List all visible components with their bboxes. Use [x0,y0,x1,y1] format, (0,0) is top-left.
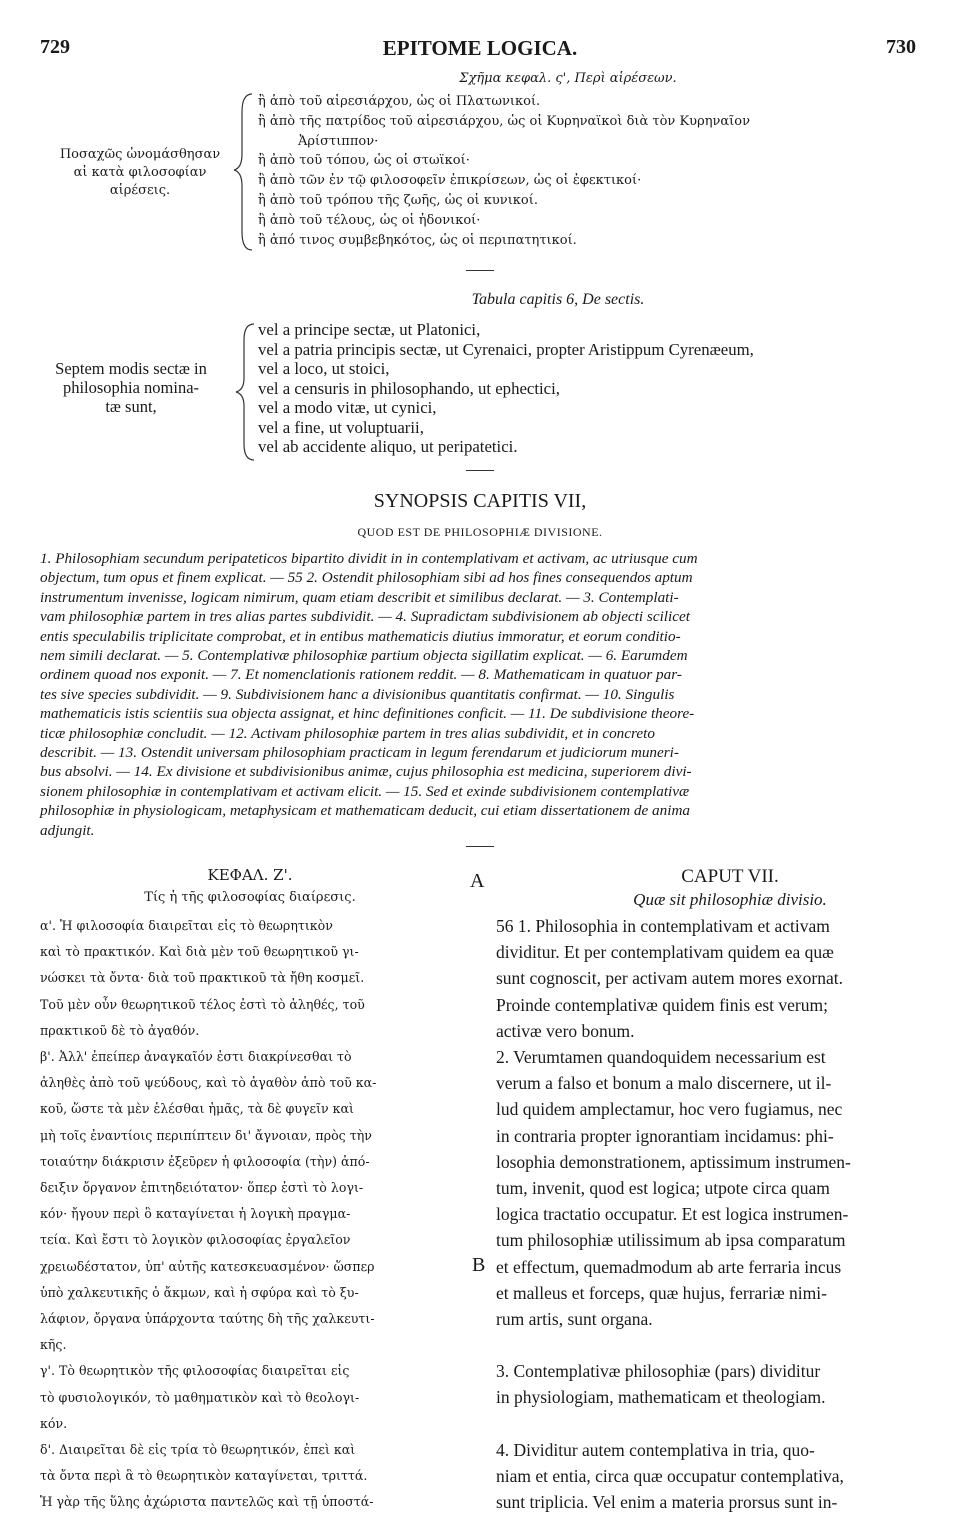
latin-chapter-subheading: Quæ sit philosophiæ divisio. [633,890,827,909]
greek-line: τὰ ὄντα περὶ ἃ τὸ θεωρητικὸν καταγίνεται, τριττά. [40,1468,368,1484]
latin-line: tum, invenit, quod est logica; utpote circa quam [496,1178,830,1199]
greek-line: κόν· ἤγουν περὶ ὃ καταγίνεται ἡ λογικὴ πραγμα- [40,1206,351,1222]
synopsis-line: philosophiæ in physiologicam, metaphysicam et mathematicam deducit, cui etiam dissertationem de anima [40,802,691,820]
latin-line: sunt cognoscit, per activam autem mores exornat. [496,968,843,989]
latin-line: et effectum, quemadmodum ab arte ferraria incus [496,1256,842,1277]
latin-item: vel ab accidente aliquo, ut peripatetici. [258,437,518,456]
greek-line: ὑπὸ χαλκευτικῆς ὁ ἄκμων, καὶ ἡ σφύρα καὶ τὸ ξυ- [40,1284,359,1300]
margin-marker-b: B [472,1254,486,1276]
greek-line: ἀληθὲς ἀπὸ τοῦ ψεύδους, καὶ τὸ ἀγαθὸν ἀπὸ τοῦ κα- [40,1075,377,1091]
greek-line: χρειωδέστατον, ὑπ' αὐτῆς κατεσκευασμένον· ὥσπερ [40,1258,375,1274]
synopsis-line: ordinem quoad nos exponit. — 7. Et nomenclationis rationem reddit. — 8. Mathematicam in quatuor par- [40,666,682,684]
greek-side-line: αἱρέσεις. [109,183,171,198]
greek-table-side-label [40,146,240,200]
latin-line: sunt triplicia. Vel enim a materia prorsus sunt in- [496,1492,838,1513]
latin-table-caption: Tabula capitis 6, De sectis. [471,291,645,308]
greek-line: κῆς. [40,1337,67,1353]
greek-line: νώσκει τὰ ὄντα· διὰ τοῦ πρακτικοῦ τὰ ἤθη κοσμεῖ. [40,970,365,986]
latin-line [496,1332,920,1358]
page-number-right: 730 [886,36,916,58]
synopsis-line: vam philosophiæ partem in tres alias partes subdividit. — 4. Supradictam subdivisionem ab objecti scilicet [40,608,690,626]
greek-line: τεία. Καὶ ἔστι τὸ λογικὸν φιλοσοφίας ἐργαλεῖον [40,1232,351,1248]
synopsis-line: nem simili declarat. — 5. Contemplativæ philosophiæ partium objecta sigillatim explicat. — 6. Earumdem [40,647,688,665]
greek-item: Ἀρίστιππον· [298,133,379,149]
greek-item: ἢ ἀπὸ τῆς πατρίδος τοῦ αἱρεσιάρχου, ὡς οἱ Κυρηναϊκοὶ διὰ τὸν Κυρηναῖον [258,113,751,129]
latin-line: et malleus et forceps, quæ hujus, ferrariæ nimi- [496,1282,827,1303]
synopsis-line: ticæ philosophiæ concludit. — 12. Activam philosophiæ partem in tres alias subdividit, et in concreto [40,724,655,742]
latin-column-body [496,913,920,1515]
latin-chapter-heading: CAPUT VII. [681,866,779,887]
greek-line: λάφιον, ὄργανα ὑπάρχοντα ταύτης δὴ τῆς χαλκευτι- [40,1311,375,1327]
greek-line: πρακτικοῦ δὲ τὸ ἀγαθόν. [40,1022,200,1038]
latin-item: vel a fine, ut voluptuarii, [258,417,424,437]
synopsis-line: tes sive species subdividit. — 9. Subdivisionem hanc a divisionibus quantitatis confirmat. — 10. Singulis [40,685,675,703]
greek-line: τοιαύτην διάκρισιν ἐξεῦρεν ἡ φιλοσοφία (τὴν) ἀπό- [40,1153,370,1169]
greek-line: γ'. Τὸ θεωρητικὸν τῆς φιλοσοφίας διαιρεῖται εἰς [40,1363,350,1379]
greek-item: ἢ ἀπὸ τοῦ αἱρεσιάρχου, ὡς οἱ Πλατωνικοί. [258,94,541,109]
greek-chapter-subheading: Τίς ἡ τῆς φιλοσοφίας διαίρεσις. [144,890,356,905]
greek-line: καὶ τὸ πρακτικόν. Καὶ διὰ μὲν τοῦ θεωρητικοῦ γι- [40,944,359,960]
latin-table-side-label [24,359,238,416]
latin-table-items [258,320,938,457]
latin-line: losophia demonstrationem, aptissimum instrumen- [496,1151,851,1172]
greek-side-line: Ποσαχῶς ὠνομάσθησαν [59,147,221,162]
greek-line: δ'. Διαιρεῖται δὲ εἰς τρία τὸ θεωρητικόν, ἐπεὶ καὶ [40,1442,356,1458]
latin-line: lud quidem amplectamur, hoc vero fugiamus, nec [496,1099,843,1120]
latin-line: 4. Dividitur autem contemplativa in tria, quo- [496,1439,815,1460]
synopsis-line: bus absolvi. — 14. Ex divisione et subdivisionibus animæ, cujus philosophia est medicina, superiorem divi- [40,763,692,781]
latin-line: logica tractatio occupatur. Et est logica instrumen- [496,1204,849,1225]
latin-line: rum artis, sunt organa. [496,1309,653,1330]
synopsis-line: mathematicis istis scientiis sua objecta assignat, et hinc definitiones conficit. — 11. De subdivisione theore- [40,705,695,723]
synopsis-line: objectum, tum opus et finem explicat. — 55 2. Ostendit philosophiam sibi ad hos fines consequendos aptum [40,569,693,587]
latin-line: verum a falso et bonum a malo discernere, ut il- [496,1073,832,1094]
latin-item: vel a modo vitæ, ut cynici, [258,398,437,417]
latin-item: vel a principe sectæ, ut Platonici, [258,320,481,339]
divider [466,470,494,471]
greek-line: μὴ τοῖς ἐναντίοις περιπίπτειν δι' ἄγνοιαν, πρὸς τὴν [40,1127,372,1143]
latin-line: 56 1. Philosophia in contemplativam et activam [496,916,830,936]
greek-line: β'. Ἀλλ' ἐπείπερ ἀναγκαῖόν ἐστι διακρίνεσθαι τὸ [40,1049,352,1065]
greek-line: κοῦ, ὥστε τὰ μὲν ἑλέσθαι ἡμᾶς, τὰ δὲ φυγεῖν καὶ [40,1101,354,1117]
margin-marker-a: A [470,870,485,892]
latin-line: 3. Contemplativæ philosophiæ (pars) dividitur [496,1361,821,1382]
synopsis-body [40,549,920,840]
greek-item: ἢ ἀπὸ τοῦ τρόπου τῆς ζωῆς, ὡς οἱ κυνικοί. [258,192,538,208]
latin-line: tum philosophiæ utilissimum ab ipsa comparatum [496,1230,846,1251]
latin-line: Proinde contemplativæ quidem finis est verum; [496,994,828,1015]
latin-brace-icon [234,322,258,462]
latin-item: vel a loco, ut stoici, [258,359,390,378]
synopsis-line: sionem philosophiæ in contemplativam et activam elicit. — 15. Sed et exinde subdivisionem contemplativæ [40,782,690,800]
synopsis-line: 1. Philosophiam secundum peripateticos bipartito dividit in in contemplativam et activam, ac utriusque cum [40,550,698,567]
greek-line: Ἡ γὰρ τῆς ὕλης ἀχώριστα παντελῶς καὶ τῇ ὑποστά- [40,1494,374,1510]
greek-item: ἢ ἀπὸ τοῦ τόπου, ὡς οἱ στωϊκοί· [258,153,470,169]
greek-chapter-heading: ΚΕΦΑΛ. Ζ'. [207,866,293,884]
greek-column-body [40,913,464,1516]
greek-line: α'. Ἡ φιλοσοφία διαιρεῖται εἰς τὸ θεωρητικὸν [40,918,333,933]
greek-item: ἢ ἀπό τινος συμβεβηκότος, ὡς οἱ περιπατητικοί. [258,232,577,248]
latin-item: vel a patria principis sectæ, ut Cyrenaici, propter Aristippum Cyrenæeum, [258,339,754,359]
latin-line: in contraria propter ignorantiam incidamus: phi- [496,1125,834,1146]
synopsis-line: adjungit. [40,821,95,839]
greek-table-items [258,92,938,250]
greek-side-line: αἱ κατὰ φιλοσοφίαν [73,165,207,180]
latin-line: niam et entia, circa quæ occupatur contemplativa, [496,1465,844,1486]
latin-line: 2. Verumtamen quandoquidem necessarium est [496,1047,826,1068]
synopsis-title: SYNOPSIS CAPITIS VII, [373,490,587,512]
greek-item: ἢ ἀπὸ τῶν ἐν τῷ φιλοσοφεῖν ἐπικρίσεων, ὡς οἱ ἐφεκτικοί· [258,173,642,189]
greek-line: Τοῦ μὲν οὖν θεωρητικοῦ τέλος ἐστὶ τὸ ἀληθές, τοῦ [40,996,365,1012]
latin-side-line: tæ sunt, [105,397,157,416]
latin-line [496,1411,920,1437]
greek-brace-icon [232,92,256,252]
latin-line: in physiologiam, mathematicam et theologiam. [496,1387,826,1408]
synopsis-line: entis speculabilis triplicitate comprobat, et in entibus mathematicis diutius immoratur, et eorum conditio- [40,627,681,645]
synopsis-subtitle: QUOD EST DE PHILOSOPHIÆ DIVISIONE. [357,525,603,539]
page-number-left: 729 [40,36,70,58]
latin-line: activæ vero bonum. [496,1020,635,1041]
latin-side-line: philosophia nomina- [62,378,200,397]
greek-item: ἢ ἀπὸ τοῦ τέλους, ὡς οἱ ἡδονικοί· [258,212,481,228]
latin-line: dividitur. Et per contemplativam quidem ea quæ [496,942,834,963]
divider [466,270,494,271]
synopsis-line: instrumentum invenisse, logicam nimirum, quam etiam describit et similibus declarat. — 3. Contemplati- [40,588,679,606]
greek-table-caption: Σχῆμα κεφαλ. ς', Περὶ αἱρέσεων. [459,71,677,86]
synopsis-line: describit. — 13. Ostendit universam philosophiam practicam in legum ferendarum et judiciorum muneri- [40,744,679,762]
greek-line: τὸ φυσιολογικόν, τὸ μαθηματικὸν καὶ τὸ θεολογι- [40,1389,360,1405]
greek-line: κόν. [40,1415,68,1431]
running-title: EPITOME LOGICA. [382,36,578,60]
latin-item: vel a censuris in philosophando, ut ephectici, [258,378,560,398]
greek-line: δειξιν ὄργανον ἐπιτηδειότατον· ὅπερ ἐστὶ τὸ λογι- [40,1180,364,1196]
divider [466,846,494,847]
latin-side-line: Septem modis sectæ in [55,359,207,378]
